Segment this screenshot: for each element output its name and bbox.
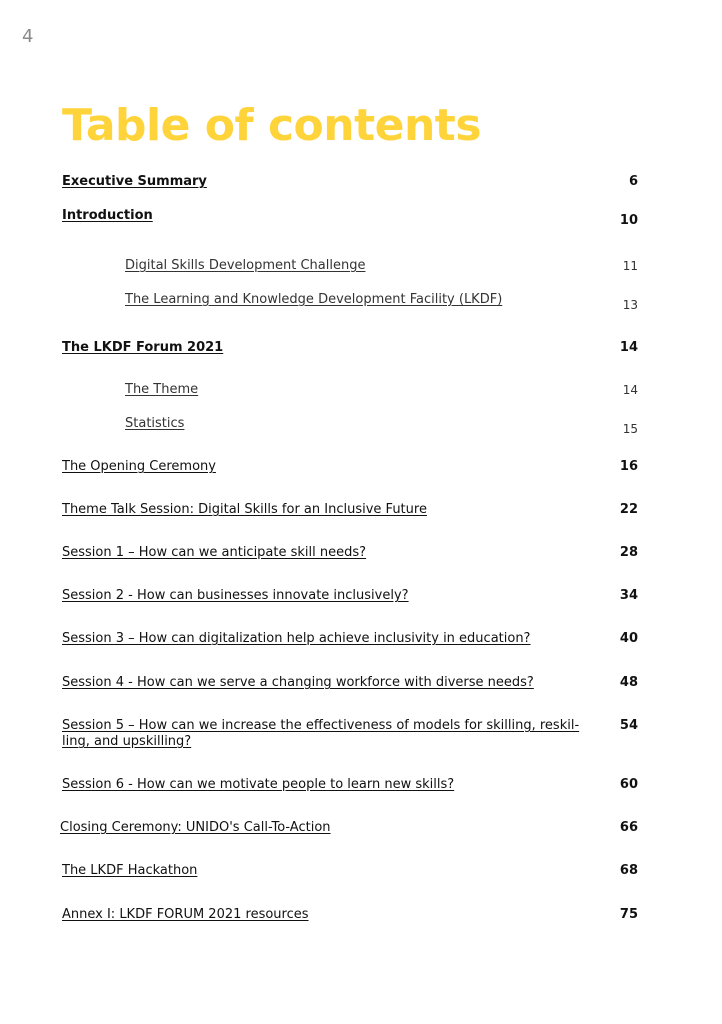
toc-entry-label[interactable]: Digital Skills Development Challenge — [125, 258, 366, 273]
toc-entry-digital-skills-challenge[interactable] — [0, 258, 722, 282]
toc-entry-page: 14 — [622, 383, 638, 397]
toc-entry-page: 11 — [622, 259, 638, 273]
toc-entry-session-3[interactable] — [0, 631, 722, 655]
toc-entry-label[interactable]: Session 4 - How can we serve a changing workforce with diverse needs? — [62, 675, 534, 690]
toc-entry-closing-ceremony[interactable] — [0, 820, 722, 844]
toc-entry-session-4[interactable] — [0, 675, 722, 699]
toc-entry-statistics[interactable] — [0, 416, 722, 440]
toc-entry-page: 48 — [619, 675, 638, 690]
toc-entry-label[interactable]: Statistics — [125, 416, 185, 431]
toc-entry-session-1[interactable] — [0, 545, 722, 569]
page-title: Table of contents — [62, 100, 482, 151]
toc-entry-lkdf[interactable] — [0, 292, 722, 316]
toc-entry-session-2[interactable] — [0, 588, 722, 612]
toc-entry-page: 68 — [619, 863, 638, 878]
toc-entry-label[interactable]: Session 2 - How can businesses innovate inclusively? — [62, 588, 409, 603]
toc-entry-label[interactable]: The Learning and Knowledge Development Facility (LKDF) — [125, 292, 503, 307]
toc-entry-page: 66 — [619, 820, 638, 835]
toc-entry-executive-summary[interactable] — [0, 174, 722, 198]
toc-entry-page: 34 — [619, 588, 638, 603]
toc-entry-theme-talk-session[interactable] — [0, 502, 722, 526]
toc-entry-label[interactable]: The LKDF Hackathon — [62, 863, 198, 878]
toc-entry-introduction[interactable] — [0, 208, 722, 232]
toc-entry-the-theme[interactable] — [0, 382, 722, 406]
toc-entry-lkdf-hackathon[interactable] — [0, 863, 722, 887]
toc-entry-page: 13 — [622, 298, 638, 312]
toc-entry-label[interactable]: The LKDF Forum 2021 — [62, 340, 224, 355]
toc-entry-page: 14 — [619, 340, 638, 355]
toc-entry-label[interactable]: Introduction — [62, 208, 153, 223]
toc-entry-label[interactable]: Executive Summary — [62, 174, 207, 189]
toc-entry-label[interactable]: Session 1 – How can we anticipate skill needs? — [62, 545, 367, 560]
toc-entry-page: 60 — [619, 777, 638, 792]
toc-entry-page: 22 — [619, 502, 638, 517]
toc-entry-label[interactable]: Session 6 - How can we motivate people to learn new skills? — [62, 777, 455, 792]
toc-entry-annex-i[interactable] — [0, 907, 722, 931]
toc-entry-label[interactable]: Theme Talk Session: Digital Skills for an Inclusive Future — [62, 502, 427, 517]
toc-entry-lkdf-forum-2021[interactable] — [0, 340, 722, 364]
toc-entry-page: 16 — [619, 459, 638, 474]
page-number: 4 — [22, 26, 34, 47]
toc-entry-session-6[interactable] — [0, 777, 722, 801]
toc-entry-label[interactable]: Session 5 – How can we increase the effectiveness of models for skilling, reskil-ling, and upskilling? — [62, 718, 580, 749]
toc-entry-label[interactable]: Annex I: LKDF FORUM 2021 resources — [62, 907, 309, 922]
toc-entry-page: 10 — [619, 213, 638, 228]
toc-entry-page: 28 — [619, 545, 638, 560]
toc-entry-page: 6 — [628, 174, 638, 189]
toc-entry-label[interactable]: The Opening Ceremony — [62, 459, 216, 474]
toc-entry-opening-ceremony[interactable] — [0, 459, 722, 483]
toc-entry-label[interactable]: Session 3 – How can digitalization help achieve inclusivity in education? — [62, 631, 531, 646]
toc-entry-page: 54 — [619, 718, 638, 733]
toc-entry-label[interactable]: Closing Ceremony: UNIDO's Call-To-Action — [60, 820, 331, 835]
toc-entry-page: 15 — [622, 422, 638, 436]
toc-entry-page: 40 — [619, 631, 638, 646]
toc-entry-label[interactable]: The Theme — [125, 382, 199, 397]
toc-entry-session-5[interactable] — [0, 718, 722, 754]
toc-entry-page: 75 — [619, 907, 638, 922]
